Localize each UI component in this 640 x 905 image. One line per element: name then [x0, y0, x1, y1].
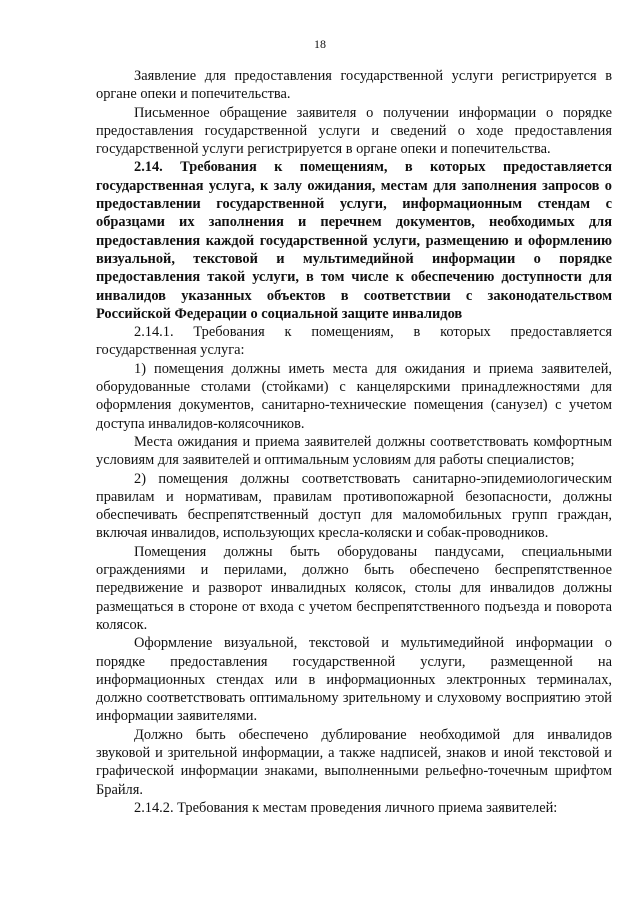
- paragraph-written-request: Письменное обращение заявителя о получении информации о порядке предоставления государственной услуги и сведений о ходе предоставления государственной услуги регистрируется в органе опеки и попечительства.: [96, 104, 612, 158]
- paragraph-waiting-places: Места ожидания и приема заявителей должны соответствовать комфортным условиям для заявителей и оптимальным условиям для работы специалистов;: [96, 433, 612, 469]
- paragraph-item-2: 2) помещения должны соответствовать санитарно-эпидемиологическим правилам и нормативам, правилам противопожарной безопасности, должны обеспечивать беспрепятственный доступ для маломобильных групп граждан, включая инвалидов, использующих кресла-коляски и собак-проводников.: [96, 470, 612, 542]
- paragraph-ramps: Помещения должны быть оборудованы пандусами, специальными ограждениями и перилами, должно быть обеспечено беспрепятственное передвижение и разворот инвалидных колясок, столы для инвалидов должны размещаться в стороне от входа с учетом беспрепятственного подъезда и поворота колясок.: [96, 543, 612, 633]
- page-number: 18: [314, 37, 326, 51]
- paragraph-registration: Заявление для предоставления государственной услуги регистрируется в органе опеки и попечительства.: [96, 68, 612, 103]
- paragraph-2-14-1: 2.14.1. Требования к помещениям, в которых предоставляется государственная услуга:: [96, 324, 612, 359]
- section-heading-2-14: 2.14. Требования к помещениям, в которых предоставляется государственная услуга, к залу ожидания, местам для заполнения запросов о предоставлении государственной услуги, информационным стендам с образцами их заполнения и перечнем документов, необходимых для предоставления каждой государственной услуги, размещению и оформлению визуальной, текстовой и мультимедийной информации о порядке предоставления такой услуги, в том числе к обеспечению доступности для инвалидов указанных объектов в соответствии с законодательством Российской Федерации о социальной защите инвалидов: [96, 159, 612, 322]
- paragraph-2-14-2: 2.14.2. Требования к местам проведения личного приема заявителей:: [134, 799, 558, 816]
- paragraph-item-1: 1) помещения должны иметь места для ожидания и приема заявителей, оборудованные столами (стойками) с канцелярскими принадлежностями для оформления документов, санитарно-технические помещения (санузел) с учетом доступа инвалидов-колясочников.: [96, 360, 612, 432]
- paragraph-duplication: Должно быть обеспечено дублирование необходимой для инвалидов звуковой и зрительной информации, а также надписей, знаков и иной текстовой и графической информации знаками, выполненными рельефно-точечным шрифтом Брайля.: [96, 726, 612, 798]
- paragraph-information-design: Оформление визуальной, текстовой и мультимедийной информации о порядке предоставления государственной услуги, размещенной на информационных стендах или в информационных электронных терминалах, должно соответствовать оптимальному зрительному и слуховому восприятию этой информации заявителями.: [96, 635, 612, 725]
- document-body: [96, 67, 612, 817]
